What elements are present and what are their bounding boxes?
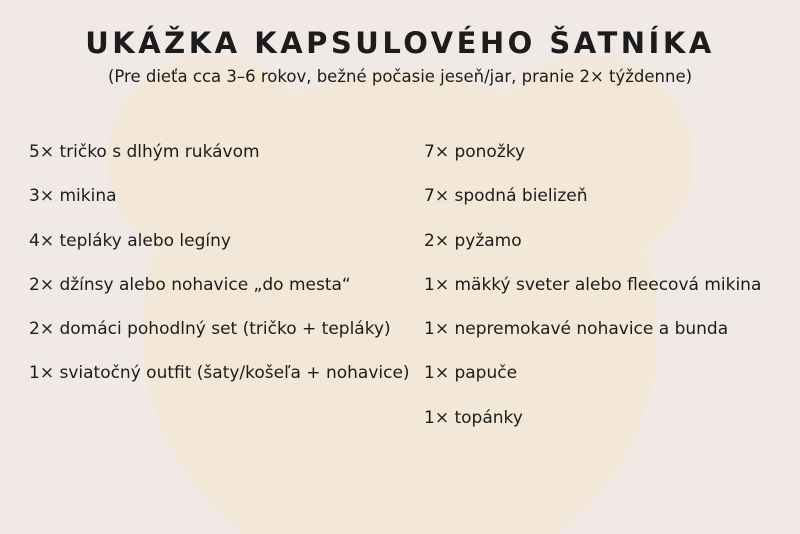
list-item: 7× spodná bielizeň bbox=[424, 186, 588, 207]
list-item: 1× sviatočný outfit (šaty/košeľa + nohavice) bbox=[29, 363, 410, 384]
page-subtitle: (Pre dieťa cca 3–6 rokov, bežné počasie jeseň/jar, pranie 2× týždenne) bbox=[107, 67, 693, 86]
list-item: 1× papuče bbox=[424, 363, 518, 384]
list-item: 3× mikina bbox=[29, 186, 117, 207]
wardrobe-list-left bbox=[29, 139, 410, 405]
list-item: 2× džínsy alebo nohavice „do mesta“ bbox=[29, 274, 351, 295]
list-item: 1× topánky bbox=[424, 407, 523, 428]
list-item: 5× tričko s dlhým rukávom bbox=[29, 142, 260, 162]
wardrobe-list-right bbox=[424, 139, 761, 449]
list-item: 2× domáci pohodlný set (tričko + tepláky) bbox=[29, 319, 391, 340]
list-item: 1× nepremokavé nohavice a bunda bbox=[424, 319, 729, 340]
list-item: 7× ponožky bbox=[424, 142, 526, 162]
list-item: 2× pyžamo bbox=[424, 230, 522, 251]
page-title: UKÁŽKA KAPSULOVÉHO ŠATNÍKA bbox=[85, 26, 715, 60]
list-item: 1× mäkký sveter alebo fleecová mikina bbox=[424, 274, 762, 295]
list-item: 4× tepláky alebo legíny bbox=[29, 230, 231, 251]
